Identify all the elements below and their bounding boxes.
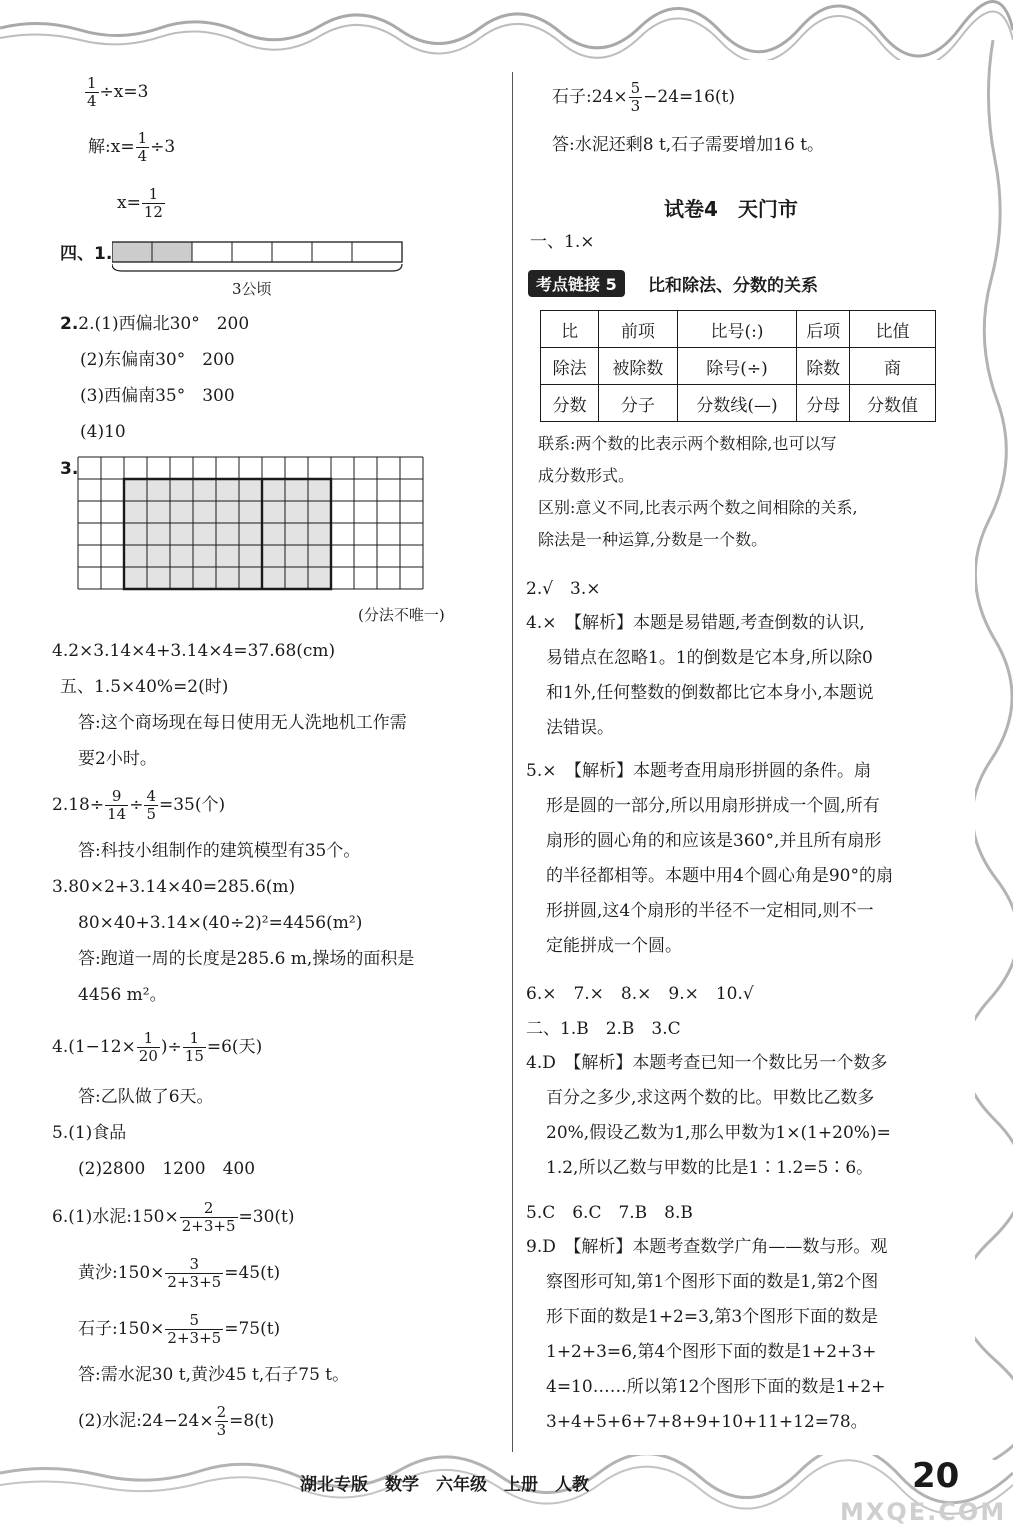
- r-s2-q1-3: 二、1.B 2.B 3.C: [526, 1019, 681, 1039]
- relation-qubie: 区别:意义不同,比表示两个数之间相除的关系, 除法是一种运算,分数是一个数。: [538, 498, 858, 549]
- r-q6-10: 6.× 7.× 8.× 9.× 10.√: [526, 984, 754, 1004]
- s4-q3-note: (分法不唯一): [358, 606, 445, 624]
- table-cell: 除法: [541, 348, 599, 385]
- s5-q4: 4.(1−12× $\frac{1}{20}$ )÷ $\frac{1}{15}$ =6(天): [52, 1029, 263, 1065]
- table-cell: 分数值: [849, 385, 935, 422]
- knowledge-badge: 考点链接 5: [528, 270, 625, 297]
- table-cell: 后项: [797, 311, 849, 348]
- table-cell: 分母: [797, 385, 849, 422]
- s5-q1-answer-2: 要2小时。: [78, 749, 157, 769]
- footer-text: 湖北专版 数学 六年级 上册 人教: [300, 1475, 589, 1495]
- s4-q3-label: 3.: [60, 459, 79, 479]
- s5-q6-3: 石子:150× $\frac{5}{2+3+5}$ =75(t): [78, 1311, 281, 1347]
- s5-q3-answer-2: 4456 m²。: [78, 985, 167, 1005]
- s5-q2: 2.18÷ $\frac{9}{14}$ ÷ $\frac{4}{5}$ =35(个): [52, 787, 226, 823]
- table-cell: 被除数: [599, 348, 677, 385]
- s5-q3-line-2: 80×40+3.14×(40÷2)²=4456(m²): [78, 913, 363, 933]
- s5-q6-2: 黄沙:150× $\frac{3}{2+3+5}$ =45(t): [78, 1255, 281, 1291]
- r-q4-explanation: 4.× 【解析】本题是易错题,考查倒数的认识, 易错点在忽略1。1的倒数是它本身,所以除0 和1外,任何整数的倒数都比它本身小,本题说 法错误。: [526, 613, 874, 738]
- area-bar-caption: 3公顷: [232, 280, 272, 298]
- s4-q2-line-2: (2)东偏南30° 200: [80, 350, 235, 370]
- table-row: [541, 385, 936, 422]
- equation-3: x= $\frac{1}{12}$: [117, 185, 163, 221]
- s5-q6-answer: 答:需水泥30 t,黄沙45 t,石子75 t。: [78, 1365, 350, 1385]
- page-number: 20: [912, 1456, 960, 1496]
- s5-q2-answer: 答:科技小组制作的建筑模型有35个。: [78, 841, 361, 861]
- s5-q1-answer-1: 答:这个商场现在每日使用无人洗地机工作需: [78, 713, 407, 733]
- s5-q3-line-1: 3.80×2+3.14×40=285.6(m): [52, 877, 296, 897]
- table-cell: 比号(:): [677, 311, 797, 348]
- s4-q2-line-1: 2.2.(1)西偏北30° 200: [60, 314, 250, 334]
- r-q5-explanation: 5.× 【解析】本题考查用扇形拼圆的条件。扇 形是圆的一部分,所以用扇形拼成一个圆,所有 扇形的圆心角的和应该是360°,并且所有扇形 的半径都相等。本题中用4个圆心角是90°的扇 形拼圆,这4个扇形的半径不一定相同,则不一 定能拼成一个圆。: [526, 761, 893, 956]
- s4-q1-label: 四、1.: [60, 244, 113, 264]
- table-cell: 前项: [599, 311, 677, 348]
- section-title: 试卷4 天门市: [664, 197, 798, 221]
- table-cell: 除号(÷): [677, 348, 797, 385]
- area-bar-diagram: [112, 240, 408, 274]
- table-cell: 比值: [849, 311, 935, 348]
- right-wavy-border: [975, 40, 1013, 1460]
- grid-shaded-region: [124, 479, 331, 589]
- table-cell: 分子: [599, 385, 677, 422]
- r-q1: 一、1.×: [530, 232, 595, 252]
- s5-q5-line-2: (2)2800 1200 400: [78, 1159, 256, 1179]
- table-row: [541, 311, 936, 348]
- s5-q6-4: (2)水泥:24−24× $\frac{2}{3}$ =8(t): [78, 1403, 275, 1439]
- s4-q4: 4.2×3.14×4+3.14×4=37.68(cm): [52, 641, 336, 661]
- s5-q3-answer-1: 答:跑道一周的长度是285.6 m,操场的面积是: [78, 949, 415, 969]
- ratio-relation-table: [540, 310, 936, 422]
- r-s2-q5-8: 5.C 6.C 7.B 8.B: [526, 1203, 693, 1223]
- equation-2: 解:x= $\frac{1}{4}$ ÷3: [88, 129, 176, 165]
- s4-q2-line-4: (4)10: [80, 422, 126, 442]
- s5-q4-answer: 答:乙队做了6天。: [78, 1087, 214, 1107]
- watermark-logo: MXQE.COM: [840, 1498, 1007, 1526]
- r-stone-equation: 石子:24× $\frac{5}{3}$ −24=16(t): [552, 79, 736, 115]
- table-cell: 商: [849, 348, 935, 385]
- grid-division-diagram: [76, 455, 426, 593]
- equation-1: $\frac{1}{4}$ ÷x=3: [87, 74, 149, 110]
- s5-q6-1: 6.(1)水泥:150× $\frac{2}{2+3+5}$ =30(t): [52, 1199, 295, 1235]
- r-s2-q4-explanation: 4.D 【解析】本题考查已知一个数比另一个数多 百分之多少,求这两个数的比。甲数比乙数多 20%,假设乙数为1,那么甲数为1×(1+20%)= 1.2,所以乙数与甲数的比是1∶1.2=5∶6。: [526, 1053, 891, 1178]
- s5-q5-line-1: 5.(1)食品: [52, 1123, 127, 1143]
- table-cell: 分数: [541, 385, 599, 422]
- knowledge-badge-title: 比和除法、分数的关系: [648, 276, 818, 296]
- r-stone-answer: 答:水泥还剩8 t,石子需要增加16 t。: [552, 135, 825, 155]
- table-cell: 除数: [797, 348, 849, 385]
- table-row: [541, 348, 936, 385]
- r-s2-q9-explanation: 9.D 【解析】本题考查数学广角——数与形。观 察图形可知,第1个图形下面的数是1,第2个图 形下面的数是1+2=3,第3个图形下面的数是 1+2+3=6,第4个图形下面的数是1+2+3+ 4=10……所以第12个图形下面的数是1+2+ 3+4+5+6+7+8+9+10+11+12=78。: [526, 1237, 888, 1432]
- table-cell: 分数线(—): [677, 385, 797, 422]
- relation-lianxi: 联系:两个数的比表示两个数相除,也可以写 成分数形式。: [538, 434, 837, 485]
- top-wavy-border: [0, 0, 1013, 60]
- s4-q2-line-3: (3)西偏南35° 300: [80, 386, 235, 406]
- column-divider: [512, 72, 513, 1452]
- table-cell: 比: [541, 311, 599, 348]
- s5-q1: 五、1.5×40%=2(时): [60, 677, 229, 697]
- r-q2-3: 2.√ 3.×: [526, 579, 601, 599]
